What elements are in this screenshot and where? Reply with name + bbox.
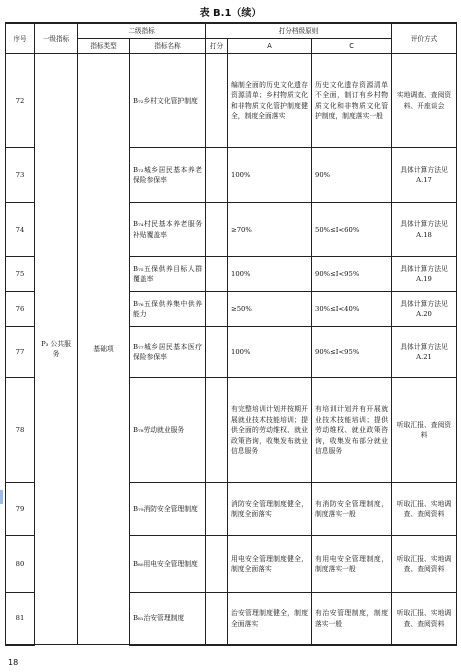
header-level2: 二级指标 [78, 23, 206, 39]
grade-a-text: 100% [228, 257, 312, 292]
page-number: 18 [8, 658, 19, 667]
indicator-type-cell: 基础项 [78, 54, 130, 645]
score-cell [206, 257, 228, 292]
indicator-name: B₇₂乡村文化管护制度 [130, 54, 206, 148]
evaluation-method: 具体计算方法见 A.19 [392, 257, 457, 292]
indicator-name: B₇₅五保供养目标人群覆盖率 [130, 257, 206, 292]
grade-a-text: 消防安全管理制度健全，制度全面落实 [228, 483, 312, 536]
score-cell [206, 483, 228, 536]
header-indicator-type: 指标类型 [78, 39, 130, 54]
row-seq: 79 [6, 483, 35, 536]
row-seq: 73 [6, 148, 35, 203]
score-cell [206, 292, 228, 327]
score-cell [206, 378, 228, 483]
header-scoring-levels: 打分档级原则 [206, 23, 392, 39]
grade-c-text: 30%≤I<40% [312, 292, 392, 327]
header-grade-a: A [228, 39, 312, 54]
evaluation-method: 具体计算方法见 A.20 [392, 292, 457, 327]
indicator-name: B₈₀用电安全管理制度 [130, 536, 206, 593]
row-seq: 76 [6, 292, 35, 327]
indicator-name: B₇₄村民基本养老服务补贴覆盖率 [130, 203, 206, 257]
row-seq: 80 [6, 536, 35, 593]
indicator-name: B₇₆五保供养集中供养能力 [130, 292, 206, 327]
grade-c-text: 历史文化遗存资源清单不全面，制订有乡村物质文化和非物质文化管护制度，制度落实一般 [312, 54, 392, 148]
grade-c-text: 有用电安全管理制度，制度落实一般 [312, 536, 392, 593]
evaluation-method: 具体计算方法见 A.21 [392, 327, 457, 378]
table-title: 表 B.1（续） [199, 8, 262, 19]
evaluation-method: 听取汇报、实地调查、查阅资料 [392, 593, 457, 645]
grade-c-text: 90%≤I<95% [312, 327, 392, 378]
grade-a-text: 用电安全管理制度健全，制度全面落实 [228, 536, 312, 593]
indicator-name: B₇₈劳动就业服务 [130, 378, 206, 483]
row-seq: 74 [6, 203, 35, 257]
evaluation-method: 具体计算方法见 A.17 [392, 148, 457, 203]
header-score: 打分 [206, 39, 228, 54]
evaluation-method: 听取汇报、实地调查、查阅资料 [392, 536, 457, 593]
grade-a-text: 有完整培训计划并按期开展就业技术技能培训；提供全面的劳动维权、就业政策咨询，收集发布就业信息服务 [228, 378, 312, 483]
header-evaluation: 评价方式 [392, 23, 457, 54]
grade-a-text: 治安管理制度健全，制度全面落实 [228, 593, 312, 645]
row-seq: 75 [6, 257, 35, 292]
score-cell [206, 536, 228, 593]
score-cell [206, 593, 228, 645]
evaluation-method: 听取汇报、实地调查、查阅资料 [392, 483, 457, 536]
margin-marker [0, 490, 3, 504]
indicator-name: B₇₇城乡居民基本医疗保险参保率 [130, 327, 206, 378]
indicator-table [5, 22, 457, 646]
row-seq: 78 [6, 378, 35, 483]
evaluation-method: 具体计算方法见 A.18 [392, 203, 457, 257]
grade-c-text: 90% [312, 148, 392, 203]
row-seq: 77 [6, 327, 35, 378]
grade-c-text: 有培训计划并有开展就业技术技能培训；提供劳动维权、就业政策咨询，收集发布部分就业信息服务 [312, 378, 392, 483]
grade-a-text: 编制全面的历史文化遗存资源清单；乡村物质文化和非物质文化管护制度健全，制度全面落实 [228, 54, 312, 148]
score-cell [206, 148, 228, 203]
grade-c-text: 有消防安全管理制度，制度落实一般 [312, 483, 392, 536]
grade-c-text: 90%≤I<95% [312, 257, 392, 292]
grade-c-text: 有治安管理制度，制度落实一般 [312, 593, 392, 645]
indicator-name: B₇₉消防安全管理制度 [130, 483, 206, 536]
grade-a-text: 100% [228, 148, 312, 203]
indicator-name: B₈₁治安管理制度 [130, 593, 206, 645]
grade-c-text: 50%≤I<60% [312, 203, 392, 257]
evaluation-method: 实地调查、查阅资料、开座谈会 [392, 54, 457, 148]
header-level1: 一级指标 [35, 23, 78, 54]
grade-a-text: ≥50% [228, 292, 312, 327]
row-seq: 81 [6, 593, 35, 645]
evaluation-method: 听取汇报、查阅资料 [392, 378, 457, 483]
header-grade-c: C [312, 39, 392, 54]
score-cell [206, 54, 228, 148]
score-cell [206, 327, 228, 378]
grade-a-text: ≥70% [228, 203, 312, 257]
row-seq: 72 [6, 54, 35, 148]
indicator-name: B₇₃城乡居民基本养老保险参保率 [130, 148, 206, 203]
header-indicator-name: 指标名称 [130, 39, 206, 54]
header-seq: 序号 [6, 23, 35, 54]
score-cell [206, 203, 228, 257]
grade-a-text: 100% [228, 327, 312, 378]
level1-cell: P₃ 公共服务 [35, 54, 78, 645]
table-row [6, 54, 457, 148]
